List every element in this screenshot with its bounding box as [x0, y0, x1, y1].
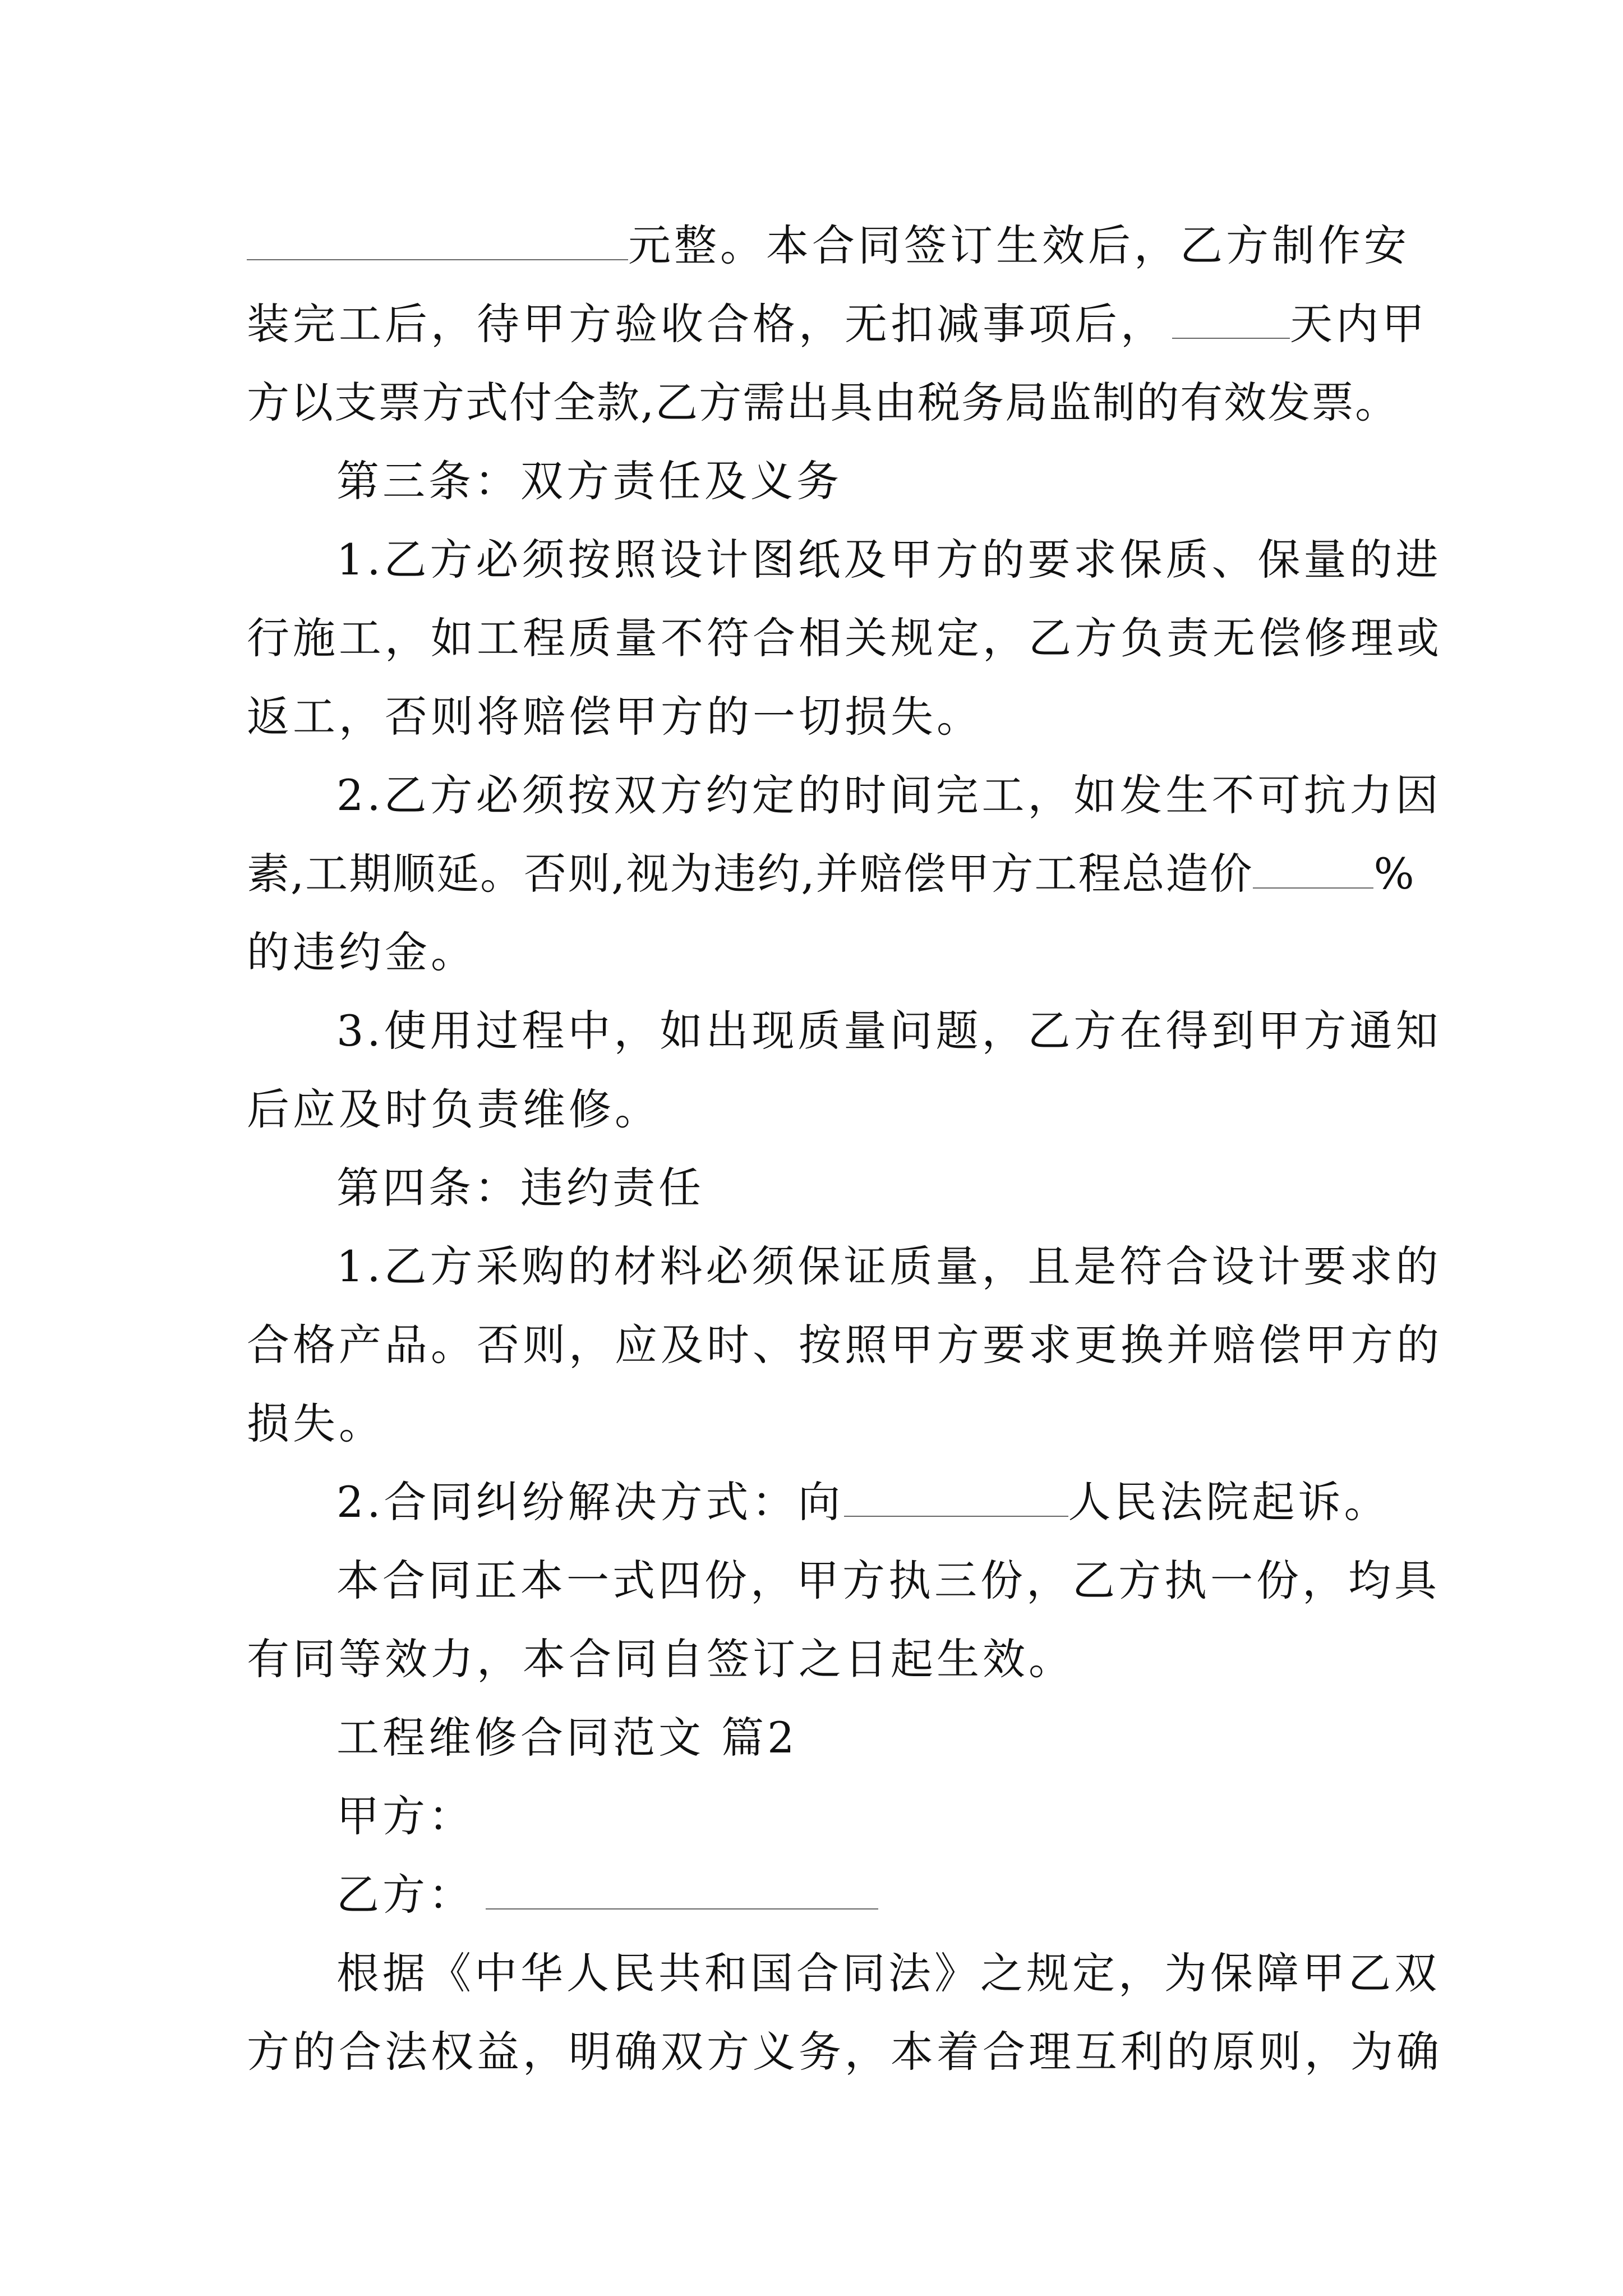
line-5-text: 1.乙方必须按照设计图纸及甲方的要求保质、保量的进: [336, 535, 1442, 585]
line-12-text: 后应及时负责维修。: [247, 1084, 661, 1134]
line-2-tail: 天内甲: [1290, 299, 1428, 349]
section-4-title: 第四条：违约责任: [336, 1163, 704, 1213]
paragraph-line-6: [247, 613, 1442, 663]
blank-court-field[interactable]: [844, 1512, 1068, 1517]
paragraph-line-17: [336, 1477, 1390, 1527]
line-14-text: 1.乙方采购的材料必须保证质量，且是符合设计要求的: [336, 1241, 1442, 1291]
section-heading-3: [336, 456, 842, 506]
line-9-text: 素,工期顺延。否则,视为违约,并赔偿甲方工程总造价: [247, 849, 1253, 899]
paragraph-line-12: [247, 1084, 661, 1134]
line-15-text: 合格产品。否则，应及时、按照甲方要求更换并赔偿甲方的: [247, 1320, 1442, 1370]
paragraph-line-14: [336, 1241, 1442, 1291]
party-b-line: [336, 1870, 878, 1920]
contract-title-text: 工程维修合同范文 篇2: [336, 1713, 798, 1763]
paragraph-line-25: [247, 2027, 1442, 2077]
line-11-text: 3.使用过程中，如出现质量问题，乙方在得到甲方通知: [336, 1006, 1442, 1056]
line-10-text: 的违约金。: [247, 927, 477, 977]
paragraph-line-19: [247, 1634, 1075, 1684]
paragraph-line-3: [247, 378, 1399, 427]
paragraph-line-24: [336, 1948, 1440, 1998]
paragraph-line-8: [336, 770, 1442, 820]
paragraph-line-9: [247, 849, 1415, 899]
paragraph-line-1: [247, 220, 1410, 270]
line-3-text: 方以支票方式付全款,乙方需出具由税务局监制的有效发票。: [247, 378, 1399, 427]
paragraph-line-10: [247, 927, 477, 977]
paragraph-line-7: [247, 692, 983, 742]
line-17-tail: 人民法院起诉。: [1068, 1477, 1390, 1527]
line-6-text: 行施工，如工程质量不符合相关规定，乙方负责无偿修理或: [247, 613, 1442, 663]
line-18-text: 本合同正本一式四份，甲方执三份，乙方执一份，均具: [336, 1556, 1440, 1605]
paragraph-line-5: [336, 535, 1442, 585]
contract-title-part-2: [336, 1713, 798, 1763]
line-25-text: 方的合法权益，明确双方义务，本着合理互利的原则，为确: [247, 2027, 1442, 2077]
paragraph-line-2: [247, 299, 1428, 349]
section-3-title: 第三条：双方责任及义务: [336, 456, 842, 506]
line-9-tail: %: [1373, 849, 1415, 899]
party-a-line: [336, 1791, 474, 1841]
line-17-text: 2.合同纠纷解决方式：向: [336, 1477, 844, 1527]
party-a-label: 甲方：: [336, 1791, 474, 1841]
blank-percent-field[interactable]: [1253, 884, 1373, 889]
line-24-text: 根据《中华人民共和国合同法》之规定，为保障甲乙双: [336, 1948, 1440, 1998]
line-1-text: 元整。本合同签订生效后，乙方制作安: [628, 220, 1410, 270]
paragraph-line-15: [247, 1320, 1442, 1370]
party-b-label: 乙方：: [336, 1870, 474, 1920]
line-8-text: 2.乙方必须按双方约定的时间完工，如发生不可抗力因: [336, 770, 1442, 820]
paragraph-line-16: [247, 1398, 385, 1448]
line-16-text: 损失。: [247, 1398, 385, 1448]
blank-days-field[interactable]: [1172, 334, 1290, 339]
section-heading-4: [336, 1163, 704, 1213]
paragraph-line-11: [336, 1006, 1442, 1056]
line-2-text: 装完工后，待甲方验收合格，无扣减事项后，: [247, 299, 1166, 349]
blank-amount-field[interactable]: [247, 256, 628, 260]
line-7-text: 返工，否则将赔偿甲方的一切损失。: [247, 692, 983, 742]
paragraph-line-18: [336, 1556, 1440, 1605]
line-19-text: 有同等效力，本合同自签订之日起生效。: [247, 1634, 1075, 1684]
blank-party-b-field[interactable]: [486, 1905, 878, 1910]
